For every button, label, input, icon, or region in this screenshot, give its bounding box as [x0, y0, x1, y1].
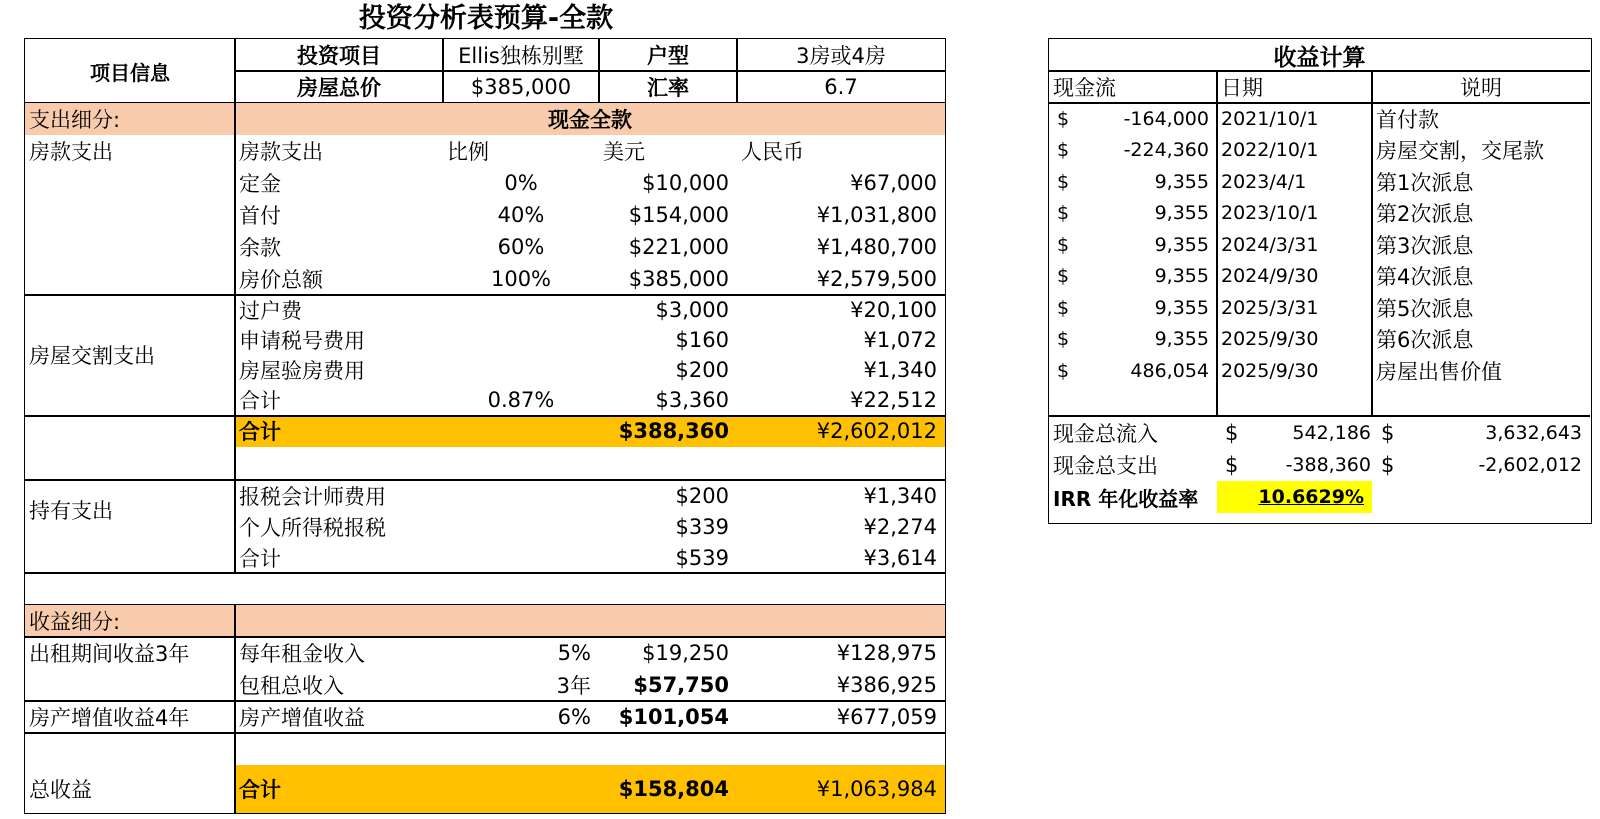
table-row	[25, 480, 945, 511]
flow-date: 2021/10/1	[1221, 107, 1319, 130]
inflow-row	[1049, 417, 1590, 449]
irr-row	[1049, 481, 1590, 513]
currency-sign: $	[1057, 328, 1070, 351]
flow-date: 2023/10/1	[1221, 202, 1319, 225]
table-row	[25, 511, 945, 542]
row-ratio: 6%	[557, 704, 591, 729]
budget-sheet	[24, 38, 946, 814]
currency-sign: $	[1057, 359, 1070, 382]
row-usd: $19,250	[642, 641, 729, 665]
rate-label: 汇率	[647, 76, 689, 100]
row-item: 包租总收入	[239, 674, 344, 698]
row-usd: $385,000	[628, 267, 729, 291]
row-cny: ¥22,512	[850, 388, 937, 412]
row-cny: ¥1,340	[863, 358, 937, 382]
expense-section-label: 支出细分:	[29, 108, 121, 132]
flow-date: 2024/9/30	[1221, 265, 1319, 288]
irr-value: 10.6629%	[1217, 481, 1372, 513]
cash-flow-row	[1049, 261, 1590, 293]
currency-sign: $	[1057, 170, 1070, 193]
currency-sign: $	[1057, 139, 1070, 162]
flow-amount: 9,355	[1154, 202, 1209, 225]
flow-note: 第5次派息	[1376, 296, 1474, 321]
row-cny: ¥128,975	[836, 641, 937, 665]
row-ratio: 5%	[557, 641, 591, 665]
table-row	[25, 637, 945, 669]
total-income-group-label: 总收益	[29, 778, 92, 802]
row-item: 首付	[239, 204, 281, 228]
row-cny: ¥67,000	[850, 171, 937, 195]
row-ratio: 60%	[497, 235, 545, 259]
flow-note: 第3次派息	[1376, 233, 1474, 258]
cash-flow-row	[1049, 198, 1590, 230]
holding-group-label: 持有支出	[29, 499, 113, 523]
flow-note: 首付款	[1376, 107, 1439, 132]
row-ratio: 100%	[490, 267, 552, 291]
flow-note: 第2次派息	[1376, 202, 1474, 227]
row-cny: ¥677,059	[836, 704, 937, 729]
table-row	[25, 325, 945, 355]
row-cny: ¥386,925	[836, 673, 937, 697]
income-section-label: 收益细分:	[29, 609, 121, 634]
row-ratio: 3年	[556, 674, 591, 698]
row-item: 过户费	[239, 299, 302, 323]
row-ratio	[443, 295, 599, 325]
col-usd: 美元	[603, 140, 645, 164]
col-item: 房款支出	[239, 140, 323, 164]
expense-total-cny: ¥2,602,012	[816, 419, 937, 443]
row-item: 房屋验房费用	[239, 359, 365, 383]
income-section-row	[25, 605, 945, 636]
col-ratio: 比例	[447, 140, 489, 164]
outflow-row	[1049, 449, 1590, 481]
project-label: 投资项目	[297, 44, 381, 68]
row-item: 每年租金收入	[239, 642, 365, 666]
irr-label: IRR 年化收益率	[1053, 486, 1199, 511]
flow-date: 2025/9/30	[1221, 328, 1319, 351]
row-usd: $160	[675, 328, 729, 352]
flow-date: 2024/3/31	[1221, 233, 1319, 256]
expense-section-row	[25, 103, 945, 135]
row-usd: $3,000	[655, 298, 729, 322]
flow-date: 2025/9/30	[1221, 359, 1319, 382]
rental-group-label: 出租期间收益3年	[29, 642, 190, 666]
table-row	[25, 295, 945, 325]
cash-flow-row	[1049, 324, 1590, 356]
currency-sign: $	[1225, 453, 1239, 477]
row-cny: ¥1,340	[863, 483, 937, 508]
row-ratio	[443, 355, 599, 385]
outflow-label: 现金总支出	[1053, 454, 1158, 478]
row-usd: $10,000	[642, 171, 729, 195]
row-cny: ¥2,579,500	[816, 267, 937, 291]
row-usd: $101,054	[618, 704, 729, 729]
info-label: 项目信息	[90, 60, 170, 85]
flow-amount: 9,355	[1154, 170, 1209, 193]
row-ratio: 0%	[504, 171, 538, 195]
flow-date: 2022/10/1	[1221, 139, 1319, 162]
flow-amount: 9,355	[1154, 265, 1209, 288]
appreciation-row	[25, 701, 945, 732]
row-item: 合计	[239, 389, 281, 413]
row-usd: $221,000	[628, 235, 729, 259]
type-value[interactable]: 3房或4房	[796, 44, 886, 68]
rate-value[interactable]: 6.7	[824, 75, 858, 99]
currency-sign: $	[1057, 202, 1070, 225]
row-usd: $539	[675, 545, 729, 570]
flow-amount: 9,355	[1154, 328, 1209, 351]
row-usd: $154,000	[628, 203, 729, 227]
appreciation-group-label: 房产增值收益4年	[29, 705, 190, 730]
row-usd: $3,360	[655, 388, 729, 412]
project-value[interactable]: Ellis独栋别墅	[458, 44, 584, 68]
row-cny: ¥3,614	[863, 545, 937, 570]
outflow-cny: -2,602,012	[1478, 454, 1582, 476]
income-total-cny: ¥1,063,984	[816, 777, 937, 801]
income-total-usd: $158,804	[618, 777, 729, 801]
row-item: 房产增值收益	[239, 705, 365, 730]
row-item: 个人所得税报税	[239, 515, 386, 540]
inflow-usd: 542,186	[1292, 422, 1371, 444]
flow-amount: 486,054	[1130, 359, 1209, 382]
row-cny: ¥2,274	[863, 514, 937, 539]
row-cny: ¥1,480,700	[816, 235, 937, 259]
table-row	[25, 542, 945, 573]
expense-section-title: 现金全款	[548, 108, 632, 132]
cash-flow-row	[1049, 229, 1590, 261]
outflow-usd: -388,360	[1285, 454, 1371, 476]
income-total-label: 合计	[239, 778, 281, 802]
table-row	[25, 199, 945, 231]
currency-sign: $	[1381, 453, 1395, 477]
row-usd: $200	[675, 483, 729, 508]
currency-sign: $	[1057, 107, 1070, 130]
flow-amount: -164,000	[1123, 107, 1209, 130]
income-total-row	[235, 765, 945, 813]
price-value[interactable]: $385,000	[470, 75, 572, 99]
row-usd: $200	[675, 358, 729, 382]
currency-sign: $	[1225, 421, 1239, 445]
flow-note: 第6次派息	[1376, 328, 1474, 353]
cash-flow-row	[1049, 292, 1590, 324]
currency-sign: $	[1057, 265, 1070, 288]
purchase-column-header	[25, 135, 945, 167]
row-item: 余款	[239, 236, 281, 260]
closing-group-label: 房屋交割支出	[29, 344, 155, 368]
row-ratio: 40%	[497, 203, 545, 227]
price-label: 房屋总价	[297, 76, 381, 100]
expense-total-row	[235, 415, 945, 447]
table-row	[25, 231, 945, 263]
col-note: 说明	[1460, 76, 1502, 100]
row-item: 定金	[239, 172, 281, 196]
currency-sign: $	[1057, 233, 1070, 256]
cash-flow-row	[1049, 355, 1590, 387]
flow-note: 第1次派息	[1376, 170, 1474, 195]
row-cny: ¥1,031,800	[816, 203, 937, 227]
calc-title: 收益计算	[1273, 44, 1366, 71]
page-title: 投资分析表预算-全款	[358, 3, 614, 34]
row-item: 合计	[239, 546, 281, 571]
expense-total-usd: $388,360	[618, 419, 729, 443]
flow-date: 2023/4/1	[1221, 170, 1307, 193]
row-ratio	[443, 325, 599, 355]
flow-note: 房屋出售价值	[1376, 359, 1502, 384]
flow-note: 房屋交割，交尾款	[1376, 139, 1544, 164]
inflow-cny: 3,632,643	[1485, 422, 1582, 444]
col-cny: 人民币	[741, 140, 804, 164]
purchase-group-label: 房款支出	[29, 140, 113, 164]
row-item: 报税会计师费用	[239, 484, 386, 509]
row-cny: ¥20,100	[850, 298, 937, 322]
row-usd: $339	[675, 514, 729, 539]
col-cash: 现金流	[1053, 76, 1116, 100]
table-row	[25, 167, 945, 199]
table-row	[25, 385, 945, 415]
table-row	[25, 669, 945, 701]
currency-sign: $	[1381, 421, 1395, 445]
flow-amount: 9,355	[1154, 233, 1209, 256]
return-calculation-panel	[1048, 38, 1592, 524]
row-item: 房价总额	[239, 268, 323, 292]
inflow-label: 现金总流入	[1053, 422, 1158, 446]
currency-sign: $	[1057, 296, 1070, 319]
row-item: 申请税号费用	[239, 329, 365, 353]
expense-total-label: 合计	[239, 420, 281, 444]
row-usd: $57,750	[633, 673, 729, 697]
cash-flow-row	[1049, 103, 1590, 135]
row-ratio: 0.87%	[487, 388, 555, 412]
table-row	[25, 263, 945, 295]
flow-date: 2025/3/31	[1221, 296, 1319, 319]
cash-flow-row	[1049, 166, 1590, 198]
calc-column-header	[1049, 71, 1590, 103]
table-row	[25, 355, 945, 385]
cash-flow-row	[1049, 135, 1590, 167]
row-cny: ¥1,072	[863, 328, 937, 352]
type-label: 户型	[647, 44, 689, 68]
col-date: 日期	[1221, 76, 1263, 100]
flow-note: 第4次派息	[1376, 265, 1474, 290]
flow-amount: -224,360	[1123, 139, 1209, 162]
flow-amount: 9,355	[1154, 296, 1209, 319]
